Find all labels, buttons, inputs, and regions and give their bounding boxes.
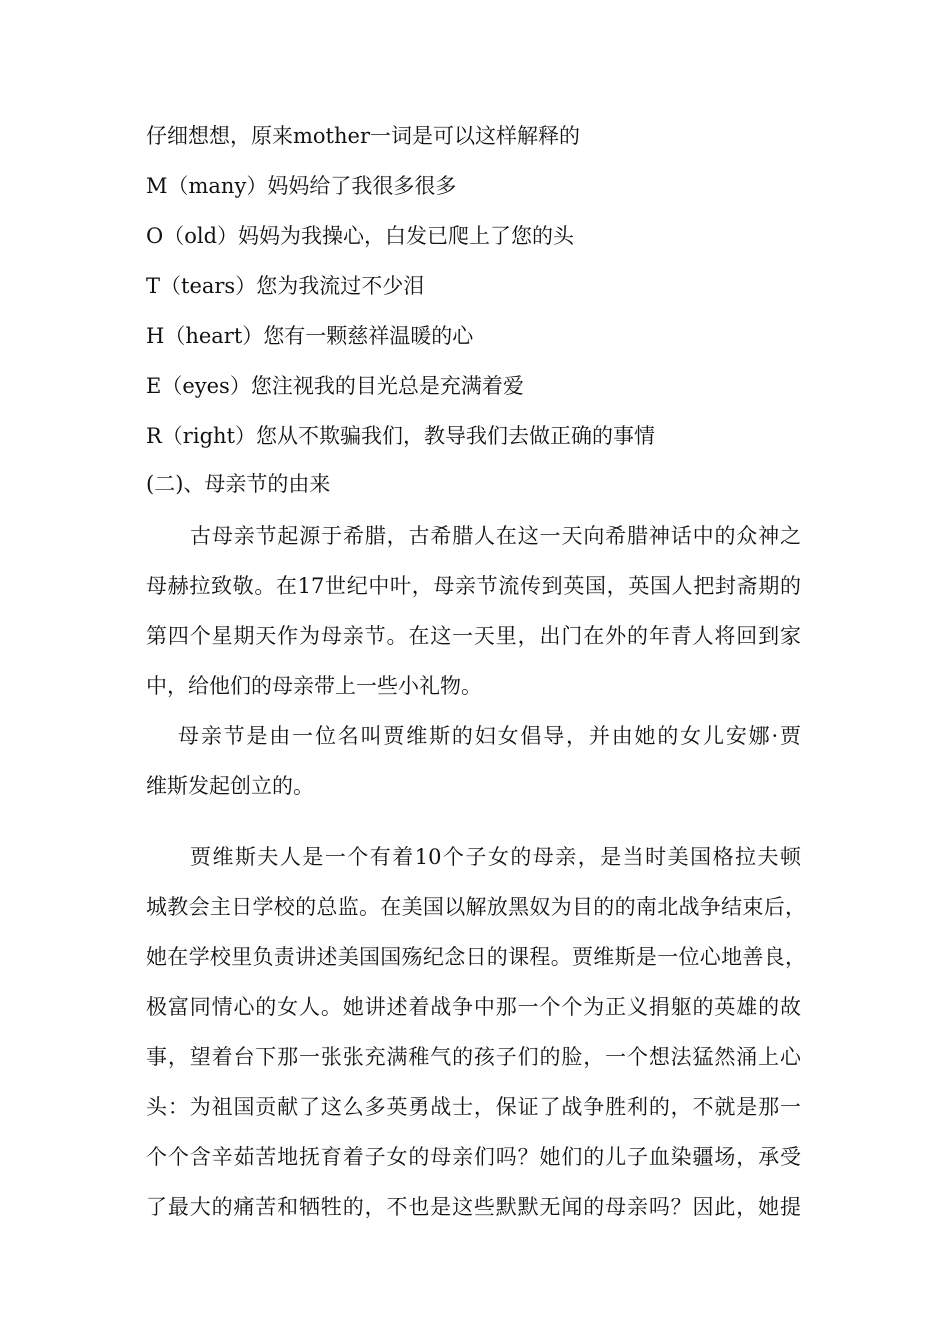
mother-letter-m: M（many）妈妈给了我很多很多 [146,174,457,198]
mother-letter-e: E（eyes）您注视我的目光总是充满着爱 [146,374,524,398]
paragraph-3-line-5: 事，望着台下那一张张充满稚气的孩子们的脸，一个想法猛然涌上心 [146,1045,801,1069]
mother-letter-t: T（tears）您为我流过不少泪 [146,274,425,298]
paragraph-3-line-7: 个个含辛茹苦地抚育着子女的母亲们吗？她们的儿子血染疆场，承受 [146,1145,801,1169]
paragraph-2-line-1: 母亲节是由一位名叫贾维斯的妇女倡导，并由她的女儿安娜·贾 [178,724,801,748]
mother-intro-line: 仔细想想，原来mother一词是可以这样解释的 [146,124,580,148]
paragraph-2-line-2: 维斯发起创立的。 [146,774,314,798]
paragraph-3-line-4: 极富同情心的女人。她讲述着战争中那一个个为正义捐躯的英雄的故 [146,995,801,1019]
paragraph-1-line-3: 第四个星期天作为母亲节。在这一天里，出门在外的年青人将回到家 [146,624,801,648]
section-heading: (二)、母亲节的由来 [146,472,331,496]
paragraph-3-line-6: 头：为祖国贡献了这么多英勇战士，保证了战争胜利的，不就是那一 [146,1095,801,1119]
mother-letter-h: H（heart）您有一颗慈祥温暖的心 [146,324,474,348]
paragraph-3-line-3: 她在学校里负责讲述美国国殇纪念日的课程。贾维斯是一位心地善良， [146,945,806,969]
paragraph-3-line-1: 贾维斯夫人是一个有着10个子女的母亲，是当时美国格拉夫顿 [190,845,801,869]
paragraph-3-line-2: 城教会主日学校的总监。在美国以解放黑奴为目的的南北战争结束后， [146,895,806,919]
mother-letter-r: R（right）您从不欺骗我们，教导我们去做正确的事情 [146,424,655,448]
paragraph-1-line-1: 古母亲节起源于希腊，古希腊人在这一天向希腊神话中的众神之 [190,524,801,548]
paragraph-1-line-4: 中，给他们的母亲带上一些小礼物。 [146,674,482,698]
paragraph-1-line-2: 母赫拉致敬。在17世纪中叶，母亲节流传到英国，英国人把封斋期的 [146,574,801,598]
paragraph-3-line-8: 了最大的痛苦和牺牲的，不也是这些默默无闻的母亲吗？因此，她提 [146,1195,801,1219]
mother-letter-o: O（old）妈妈为我操心，白发已爬上了您的头 [146,224,575,248]
